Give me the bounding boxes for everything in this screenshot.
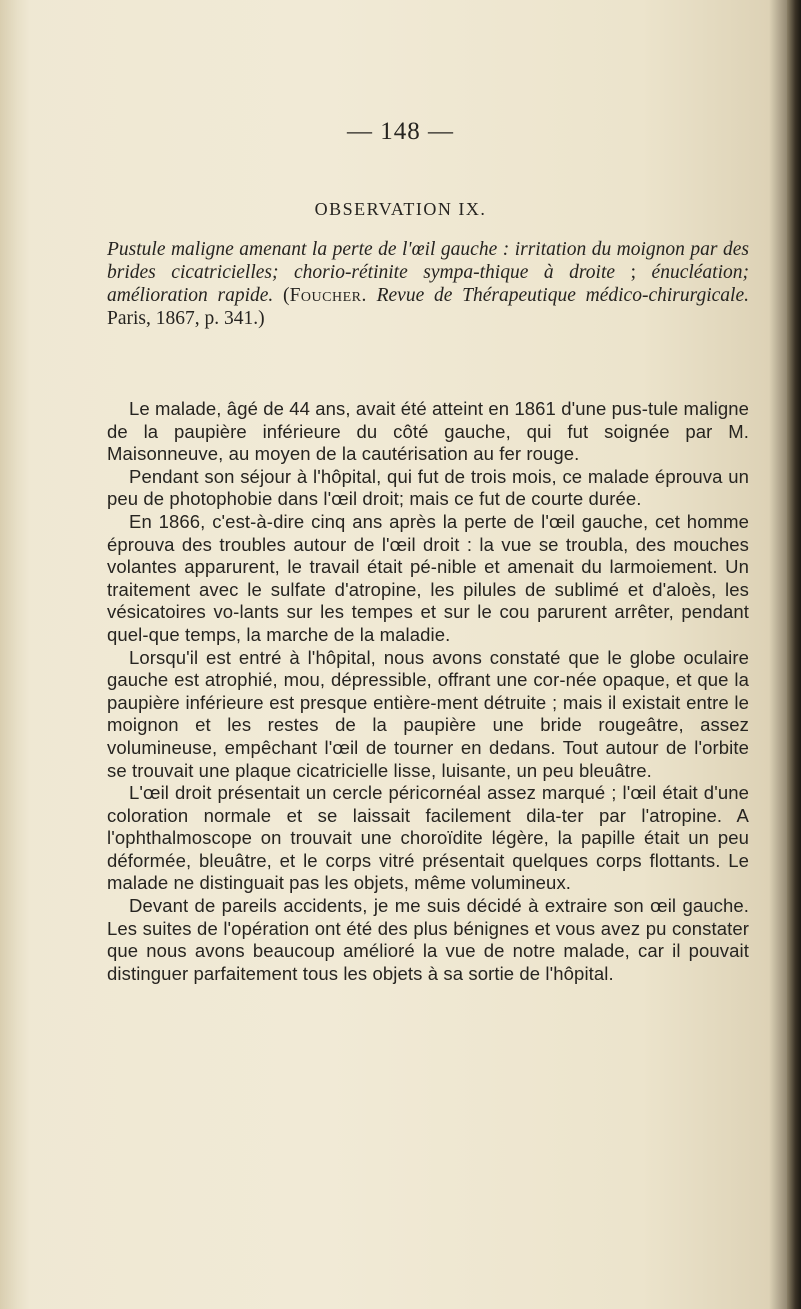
- paragraph: Devant de pareils accidents, je me suis décidé à extraire son œil gauche. Les suites de l'opération ont été des plus bénignes et vous avez pu constater que nous avons beaucoup amélioré la vue de notre malade, car il pouvait distinguer parfaitement tous les objets à sa sortie de l'hôpital.: [107, 895, 749, 984]
- paragraph: Pendant son séjour à l'hôpital, qui fut de trois mois, ce malade éprouva un peu de photophobie dans l'œil droit; mais ce fut de courte durée.: [107, 465, 749, 510]
- reference-source-open: (: [273, 285, 290, 306]
- reference-place-year-page: Paris, 1867, p. 341.): [107, 308, 265, 329]
- observation-heading: OBSERVATION IX.: [314, 199, 487, 219]
- page-gutter-shadow: [0, 0, 30, 1309]
- reference-title: Pustule maligne amenant la perte de l'œil gauche : irritation du moignon par des brides cicatricielles; chorio-rétinite sympa-thique à droite: [107, 239, 749, 283]
- observation-body: [107, 398, 749, 985]
- case-reference: [107, 238, 749, 330]
- page-edge-shadow: [787, 0, 801, 1309]
- reference-author: Foucher.: [289, 285, 367, 306]
- reference-journal: Revue de Thérapeutique médico-chirurgicale.: [366, 285, 749, 306]
- page-number: — 148 —: [347, 118, 454, 145]
- reference-title-cont: énucléation; amélioration rapide.: [107, 262, 750, 306]
- paragraph: Lorsqu'il est entré à l'hôpital, nous avons constaté que le globe oculaire gauche est atrophié, mou, dépressible, offrant une cor-née opaque, et que la paupière inférieure est presque entière-ment détruite ; mais il existait entre le moignon et les restes de la paupière une bride rougeâtre, assez volumineuse, empêchant l'œil de tourner en dedans. Tout autour de l'orbite se trouvait une plaque cicatricielle lisse, luisante, un peu bleuâtre.: [107, 646, 749, 781]
- reference-separator: ;: [615, 262, 652, 283]
- paragraph: En 1866, c'est-à-dire cinq ans après la perte de l'œil gauche, cet homme éprouva des troubles autour de l'œil droit : la vue se troubla, des mouches volantes apparurent, le travail était pé-nible et amenait du larmoiement. Un traitement avec le sulfate d'atropine, les pilules de sublimé et d'aloès, les vésicatoires vo-lants sur les tempes et sur le cou parurent arrêter, pendant quel-que temps, la marche de la maladie.: [107, 510, 749, 645]
- paragraph: Le malade, âgé de 44 ans, avait été atteint en 1861 d'une pus-tule maligne de la paupière inférieure du côté gauche, qui fut soignée par M. Maisonneuve, au moyen de la cautérisation au fer rouge.: [107, 398, 749, 465]
- paragraph: L'œil droit présentait un cercle péricornéal assez marqué ; l'œil était d'une coloration normale et se laissait facilement dila-ter par l'atropine. A l'ophthalmoscope on trouvait une choroïdite légère, la papille était un peu déformée, bleuâtre, et le corps vitré présentait quelques corps flottants. Le malade ne distinguait pas les objets, même volumineux.: [107, 782, 749, 894]
